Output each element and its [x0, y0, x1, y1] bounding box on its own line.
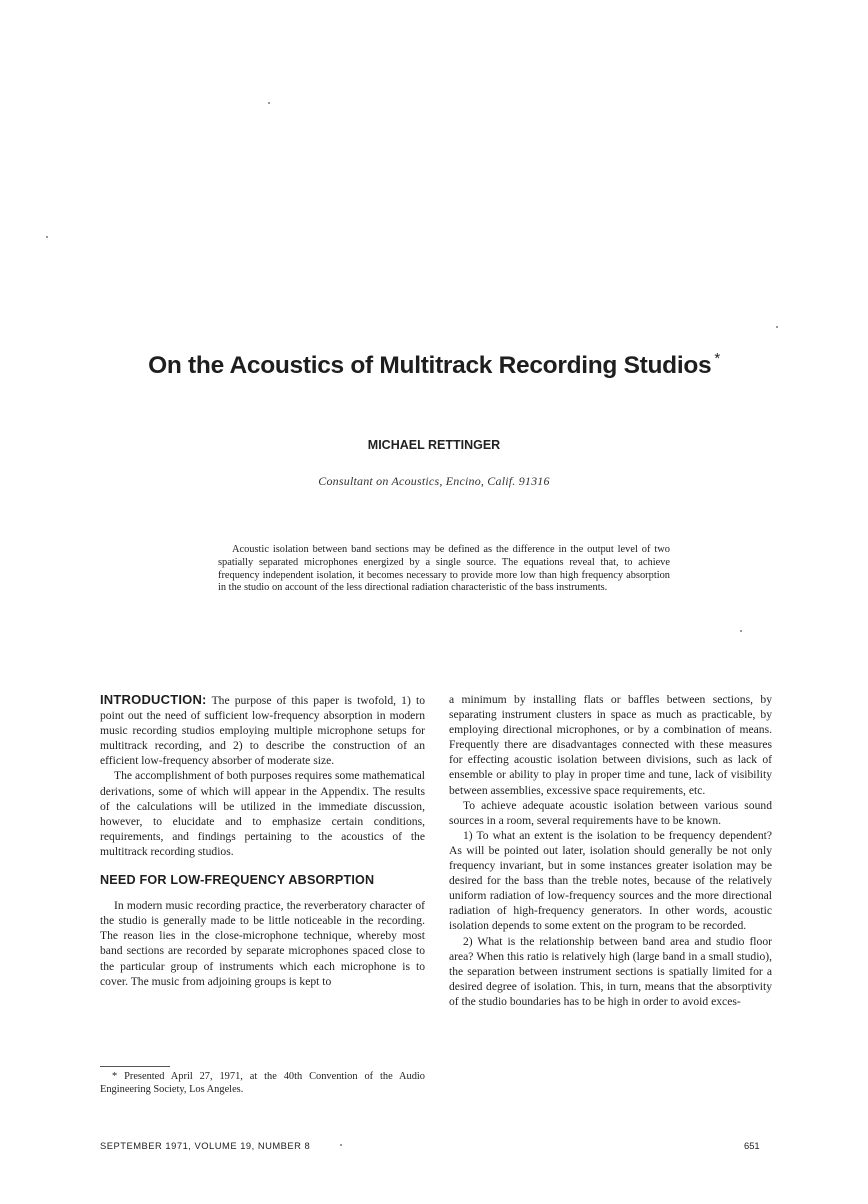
- intro-paragraph-1-text: The purpose of this paper is twofold, 1) to point out the need of sufficient low-frequency absorption in modern music recording studios employing multiple microphone setups for multitrack recording, and 2) to describe the construction of an efficient low-frequency absorber of moderate size.: [100, 694, 425, 768]
- intro-paragraph-1: [100, 692, 425, 768]
- footnote: * Presented April 27, 1971, at the 40th Convention of the Audio Engineering Society, Los Angeles.: [100, 1071, 425, 1095]
- right-paragraph-3: 1) To what an extent is the isolation to be frequency dependent? As will be pointed out later, isolation should generally be not only frequency invariant, but in some instances greater isolation may be desired for the bass than the treble notes, because of the relatively uniform radiation of low-frequency sources and the more directional radiation of high-frequency generators. In other words, acoustic isolation depends to some extent on the program to be recorded.: [449, 828, 772, 933]
- left-column: [100, 692, 425, 989]
- footnote-divider: [100, 1066, 170, 1067]
- scan-speck: [46, 236, 48, 238]
- abstract: Acoustic isolation between band sections may be defined as the difference in the output level of two spatially separated microphones energized by a single source. The equations reveal that, to achieve frequency independent isolation, it becomes necessary to provide more low than high frequency absorption in the studio on account of the less directional radiation characteristic of the bass instruments.: [218, 544, 670, 594]
- scan-speck: [740, 630, 742, 632]
- right-paragraph-4: 2) What is the relationship between band area and studio floor area? When this ratio is relatively high (large band in a small studio), the separation between instrument sections is spatially limited for a desired degree of isolation. This, in turn, means that the absorptivity of the studio boundaries has to be high in order to avoid exces-: [449, 934, 772, 1008]
- article-title: [0, 352, 868, 380]
- scan-speck: [268, 102, 270, 104]
- intro-paragraph-2: The accomplishment of both purposes requires some mathematical derivations, some of which will appear in the Appendix. The results of the calculations will be utilized in the immediate discussion, however, to elucidate and to emphasize certain conditions, requirements, and findings pertaining to the acoustics of the multitrack recording studios.: [100, 769, 425, 858]
- author-name: MICHAEL RETTINGER: [367, 438, 501, 452]
- section-paragraph-1: In modern music recording practice, the reverberatory character of the studio is generally made to be little noticeable in the recording. The reason lies in the close-microphone technique, whereby most band sections are recorded by separate microphones spaced close to the particular group of instruments which each microphone is to cover. The music from adjoining groups is kept to: [100, 899, 425, 988]
- title-footnote-mark: *: [714, 350, 720, 367]
- right-paragraph-1: a minimum by installing flats or baffles between sections, by separating instrument clusters in space as much as practicable, by employing directional microphones, or by a combination of means. Frequently there are disadvantages connected with these measures for effecting acoustic isolation between divisions, such as lack of ensemble or ability to play in proper time and tune, lack of visibility between assemblies, excessive space requirements, etc.: [449, 693, 772, 797]
- section-heading: NEED FOR LOW-FREQUENCY ABSORPTION: [100, 873, 375, 888]
- scan-speck: [776, 326, 778, 328]
- author-affiliation: Consultant on Acoustics, Encino, Calif. 91316: [318, 474, 550, 488]
- scan-speck: [340, 1144, 342, 1146]
- right-paragraph-2: To achieve adequate acoustic isolation between various sound sources in a room, several requirements have to be known.: [449, 798, 772, 827]
- right-column: [449, 692, 772, 1009]
- page-number: 651: [744, 1140, 760, 1151]
- introduction-heading: INTRODUCTION:: [100, 692, 207, 707]
- journal-info: SEPTEMBER 1971, VOLUME 19, NUMBER 8: [100, 1140, 311, 1151]
- title-text: On the Acoustics of Multitrack Recording Studios: [148, 352, 712, 379]
